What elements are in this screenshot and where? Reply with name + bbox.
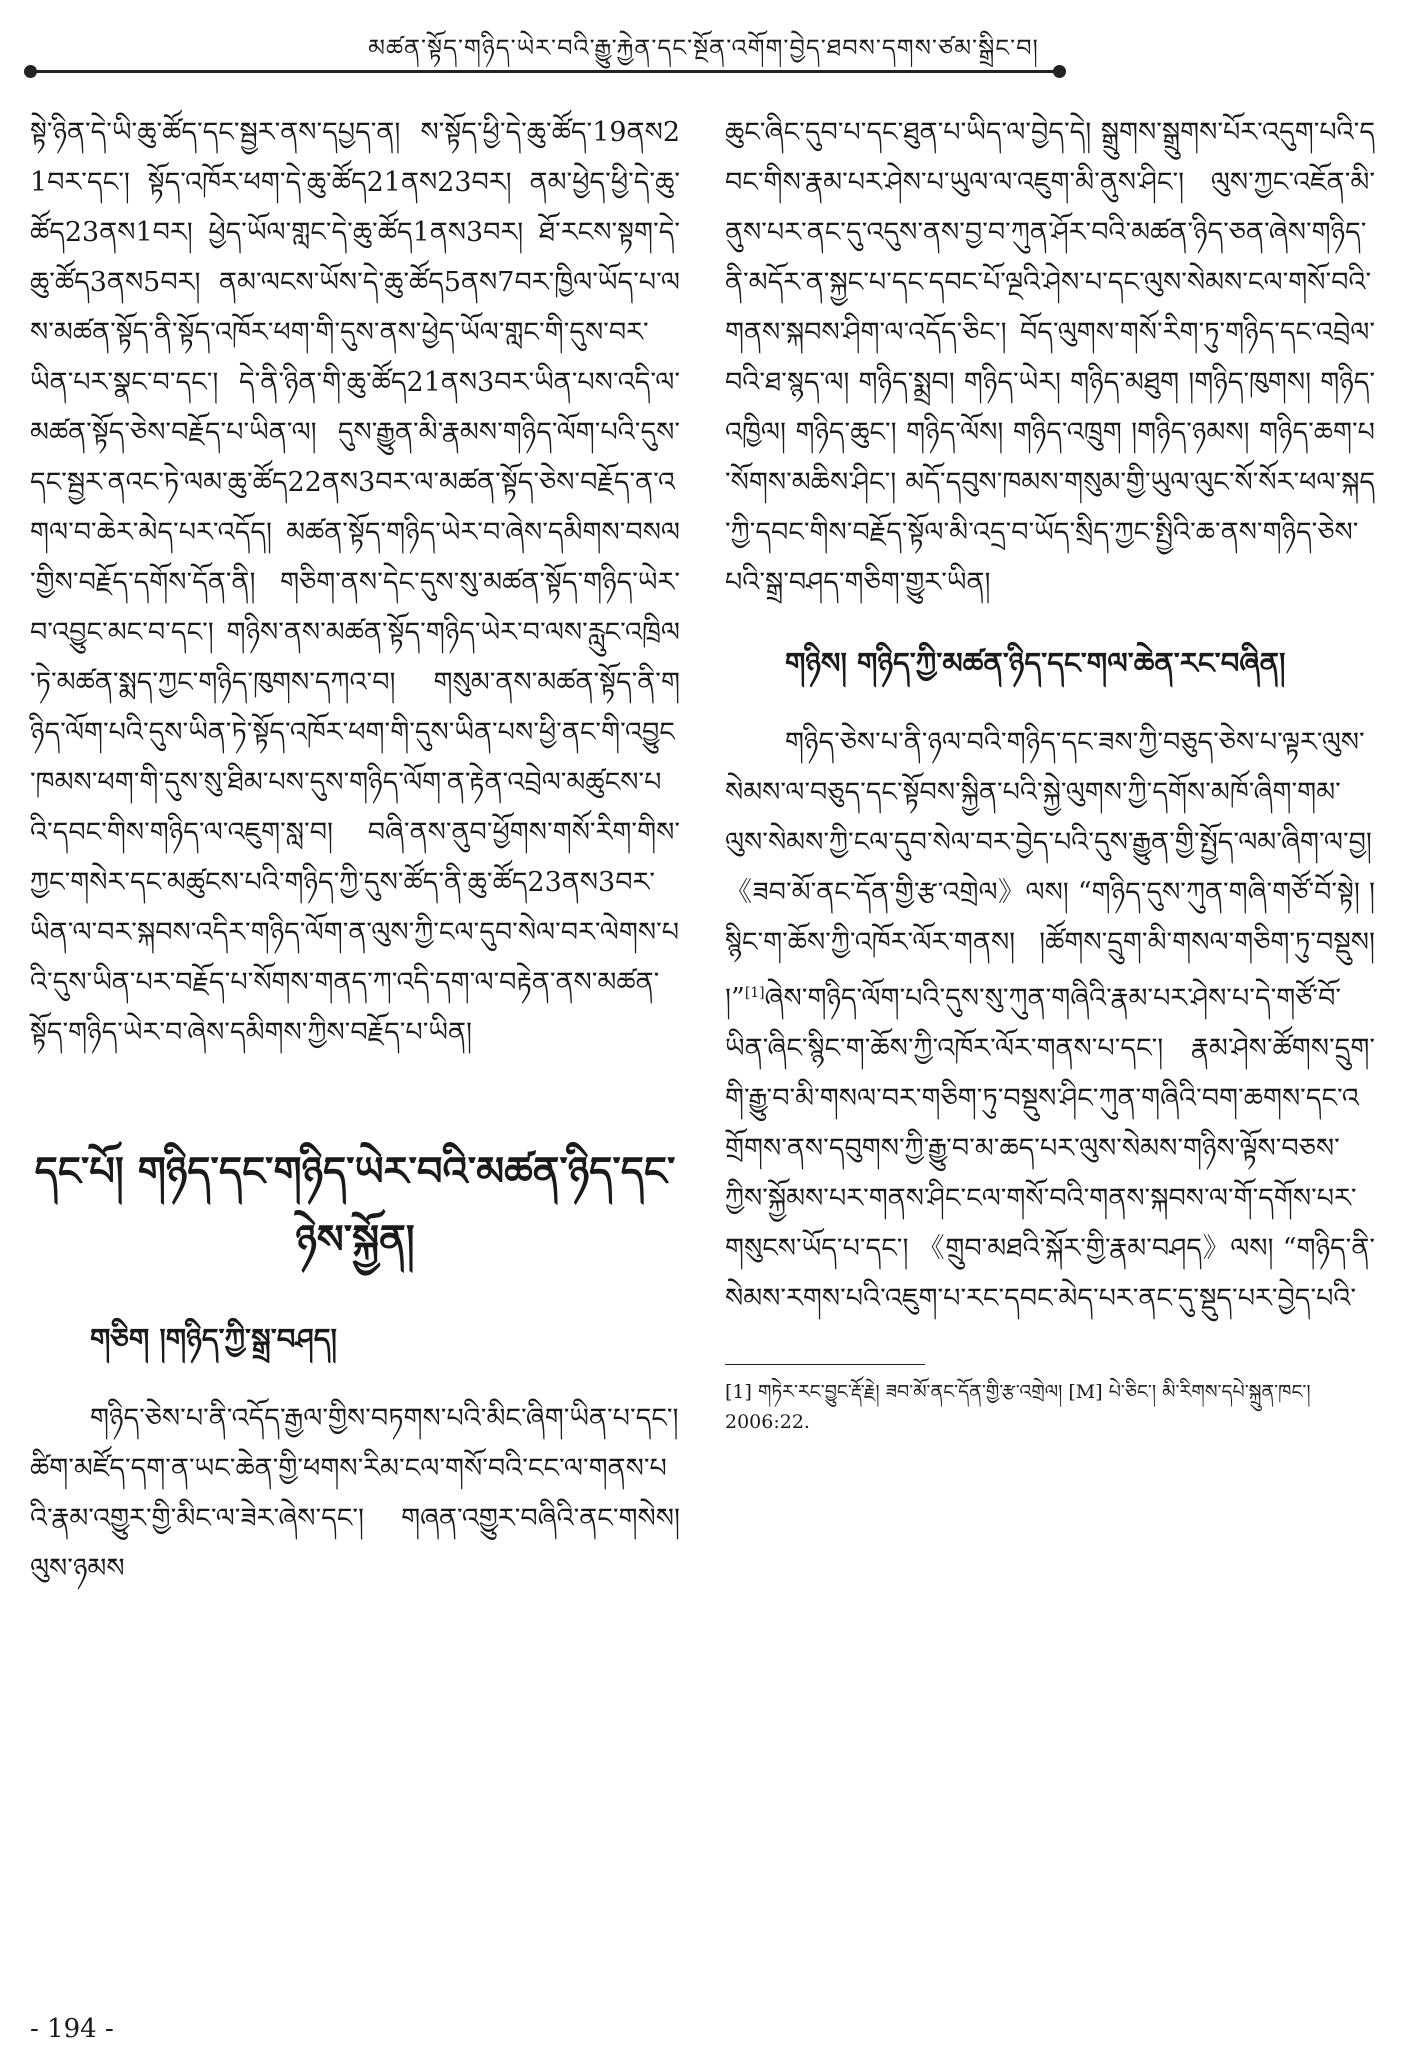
footnote: [1] གཏེར་རང་བྱུང་རྡོ་རྗེ། ཟབ་མོ་ནང་དོན་གྱི་རྩ་འགྲེལ། [M] པེ་ཅིང་། མི་རིགས་དཔེ་སྐྲུན་ཁང་། 2006:22. [725,1381,1311,1433]
footnote-rule [725,1364,925,1365]
subheading-1: གཅིག །གཉིད་ཀྱི་སྒྲ་བཤད། [90,1322,337,1356]
right-paragraph-2-part-b: ཞེས་གཉིད་ལོག་པའི་དུས་སུ་ཀུན་གཞིའི་རྣམ་པར་ཤེས་པ་དེ་གཙོ་བོ་ཡིན་ཞིང་སྙིང་ག་ཆོས་ཀྱི་འཁོར་ལོར་གནས་པ་དང་། རྣམ་ཤེས་ཚོགས་དྲུག་གི་རྒྱུ་བ་མི་གསལ་བར་གཅིག་ཏུ་བསྡུས་ཤིང་ཀུན་གཞིའི་བག་ཆགས་དང་འགྲོགས་ནས་དབུགས་ཀྱི་རྒྱུ་བ་མ་ཆད་པར་ལུས་སེམས་གཉིས་ལྟོས་བཅས་ཀྱིས་སྐྱོམས་པར་གནས་ཤིང་ངལ་གསོ་བའི་གནས་སྐབས་ལ་གོ་དགོས་པར་གསུངས་ཡོད་པ་དང་། 《གྲུབ་མཐའི་སྐོར་གྱི་རྣམ་བཤད》ལས། “གཉིད་ནི་སེམས་རགས་པའི་འཇུག་པ་རང་དབང་མེད་པར་ནང་དུ་སྡུད་པར་བྱེད་པའི་ [725,983,1375,1314]
section-title: དང་པོ། གཉིད་དང་གཉིད་ཡེར་བའི་མཚན་ཉིད་དང་ཉེས་སྐྱོན། [34,1148,676,1263]
right-paragraph-2 [725,718,1375,1324]
right-paragraph-2-part-a: གཉིད་ཅེས་པ་ནི་ཉལ་བའི་གཉིད་དང་ཟས་ཀྱི་བཅུད་ཅེས་པ་ལྟར་ལུས་སེམས་ལ་བཅུད་དང་སྟོབས་སྐྱིན་པའི་སྐྱེ་ལུགས་ཀྱི་དགོས་མཁོ་ཞིག་གམ་ལུས་སེམས་ཀྱི་ངལ་དུབ་སེལ་བར་བྱེད་པའི་དུས་རྒྱུན་གྱི་སྤྱོད་ལམ་ཞིག་ལ་བྱ། 《ཟབ་མོ་ནང་དོན་གྱི་རྩ་འགྲེལ》ལས། “གཉིད་དུས་ཀུན་གཞི་གཙོ་བོ་སྟེ། །སྙིང་ག་ཆོས་ཀྱི་འཁོར་ལོར་གནས། །ཚོགས་དྲུག་མི་གསལ་གཅིག་ཏུ་བསྡུས། །” [725,727,1375,1014]
page-number: - 194 - [30,2014,114,2044]
footnote-marker[interactable]: [1] [744,985,765,1001]
right-paragraph-1: ཆུང་ཞིང་དུབ་པ་དང་ཐུན་པ་ཡིད་ལ་བྱེད་དེ། སྒྲུགས་སྒྲུགས་པོར་འདུག་པའི་དབང་གིས་རྣམ་པར་ཤེས་པ་ཡུལ་ལ་འཇུག་མི་ནུས་ཤིང་། ལུས་ཀྱང་འཇོན་མི་ནུས་པར་ནང་དུ་འདུས་ནས་བྱ་བ་ཀུན་ཤོར་བའི་མཚན་ཉིད་ཅན་ཞེས་གཉིད་ནི་མདོར་ན་སྐྱང་པ་དང་དབང་པོ་ལྔའི་ཤེས་པ་དང་ལུས་སེམས་ངལ་གསོ་བའི་གནས་སྐབས་ཤིག་ལ་འདོད་ཅིང་། བོད་ལུགས་གསོ་རིག་ཏུ་གཉིད་དང་འབྲེལ་བའི་ཐ་སྙད་ལ། གཉིད་སྨྲབ། གཉིད་ཡེར། གཉིད་མཐུག །གཉིད་ཁུགས། གཉིད་འཁྱིལ། གཉིད་ཆུང་། གཉིད་ལོས། གཉིད་འཁྲུག །གཉིད་ཉམས། གཉིད་ཆག་པ་སོགས་མཆིས་ཤིང་། མདོ་དབུས་ཁམས་གསུམ་གྱི་ཡུལ་ལུང་སོ་སོར་ཕལ་སྐད་ཀྱི་དབང་གིས་བརྗོད་སྟོལ་མི་འདྲ་བ་ཡོད་སྲིད་ཀྱང་སྤྱིའི་ཆ་ནས་གཉིད་ཅེས་པའི་སྒྲ་བཤད་གཅིག་གྱུར་ཡིན། [725,117,1375,598]
left-paragraph-2: གཉིད་ཅེས་པ་ནི་འདོད་རྒྱལ་གྱིས་བཏགས་པའི་མིང་ཞིག་ཡིན་པ་དང་། ཚིག་མཛོད་དག་ན་ཡང་ཆེན་གྱི་ཕགས་རིམ་ངལ་གསོ་བའི་ངང་ལ་གནས་པའི་རྣམ་འགྱུར་གྱི་མིང་ལ་ཟེར་ཞེས་དང་། གཞན་འགྱུར་བཞིའི་ནང་གསེས། ལུས་ཉམས [30,1403,680,1584]
right-column [725,108,1375,1437]
subheading-2: གཉིས། གཉིད་ཀྱི་མཚན་ཉིད་དང་གལ་ཆེན་རང་བཞིན། [785,646,1286,680]
header-rule [30,70,1060,73]
left-column [30,108,680,1594]
running-head: མཚན་སྟོད་གཉིད་ཡེར་བའི་རྒྱུ་རྐྱེན་དང་སྔོན་འགོག་བྱེད་ཐབས་དགས་ཙམ་སྒྲིང་བ། [368,34,1039,62]
left-paragraph-1: སྟེ་ཉིན་དེ་ཡི་ཆུ་ཚོད་དང་སྦྱར་ནས་དཔྱད་ན། ས་སྟོད་ཕྱི་དེ་ཆུ་ཚོད་19ནས21བར་དང་། སྟོད་འཁོར་ཕག་དེ་ཆུ་ཚོད21ནས23བར། ནམ་ཕྱེད་ཕྱི་དེ་ཆུ་ཚོད23ནས1བར། ཕྱེད་ཡོལ་གླང་དེ་ཆུ་ཚོད1ནས3བར། ཐོ་རངས་སྟག་དེ་ཆུ་ཚོད3ནས5བར། ནམ་ལངས་ཡོས་དེ་ཆུ་ཚོད5ནས7བར་ཁྱིལ་ཡོད་པ་ལས་མཚན་སྟོད་ནི་སྟོད་འཁོར་ཕག་གི་དུས་ནས་ཕྱེད་ཡོལ་གླང་གི་དུས་བར་ཡིན་པར་སྣང་བ་དང་། དེ་ནི་ཉིན་གི་ཆུ་ཚོད21ནས3བར་ཡིན་པས་འདི་ལ་མཚན་སྟོད་ཅེས་བརྗོད་པ་ཡིན་ལ། དུས་རྒྱུན་མི་རྣམས་གཉིད་ལོག་པའི་དུས་དང་སྦྱར་ནའང་ཏེ་ལམ་ཆུ་ཚོད22ནས3བར་ལ་མཚན་སྟོད་ཅེས་བརྗོད་ན་འགལ་བ་ཆེར་མེད་པར་འདོད། མཚན་སྟོད་གཉིད་ཡེར་བ་ཞེས་དམིགས་བསལ་གྱིས་བརྗོད་དགོས་དོན་ནི། གཅིག་ནས་དེང་དུས་སུ་མཚན་སྟོད་གཉིད་ཡེར་བ་འབྱུང་མང་བ་དང་། གཉིས་ནས་མཚན་སྟོད་གཉིད་ཡེར་བ་ལས་རླུང་འཁྲིལ་ཏེ་མཚན་སྨད་ཀྱང་གཉིད་ཁུགས་དཀའ་བ། གསུམ་ནས་མཚན་སྟོད་ནི་གཉིད་ལོག་པའི་དུས་ཡིན་ཏེ་སྟོད་འཁོར་ཕག་གི་དུས་ཡིན་པས་ཕྱི་ནང་གི་འབྱུང་ཁམས་ཕག་གི་དུས་སུ་ཐིམ་པས་དུས་གཉིད་ལོག་ན་རྟེན་འབྲེལ་མཚུངས་པའི་དབང་གིས་གཉིད་ལ་འཇུག་སླ་བ། བཞི་ནས་ནུབ་ཕྱོགས་གསོ་རིག་གིས་ཀྱང་གསེར་དང་མཚུངས་པའི་གཉིད་ཀྱི་དུས་ཚོད་ནི་ཆུ་ཚོད23ནས3བར་ཡིན་ལ་བར་སྐབས་འདིར་གཉིད་ལོག་ན་ལུས་ཀྱི་ངལ་དུབ་སེལ་བར་ལེགས་པའི་དུས་ཡིན་པར་བརྗོད་པ་སོགས་གནད་ཀ་འདི་དག་ལ་བརྟེན་ནས་མཚན་སྟོད་གཉིད་ཡེར་བ་ཞེས་དམིགས་ཀྱིས་བརྗོད་པ་ཡིན། [30,117,680,1048]
